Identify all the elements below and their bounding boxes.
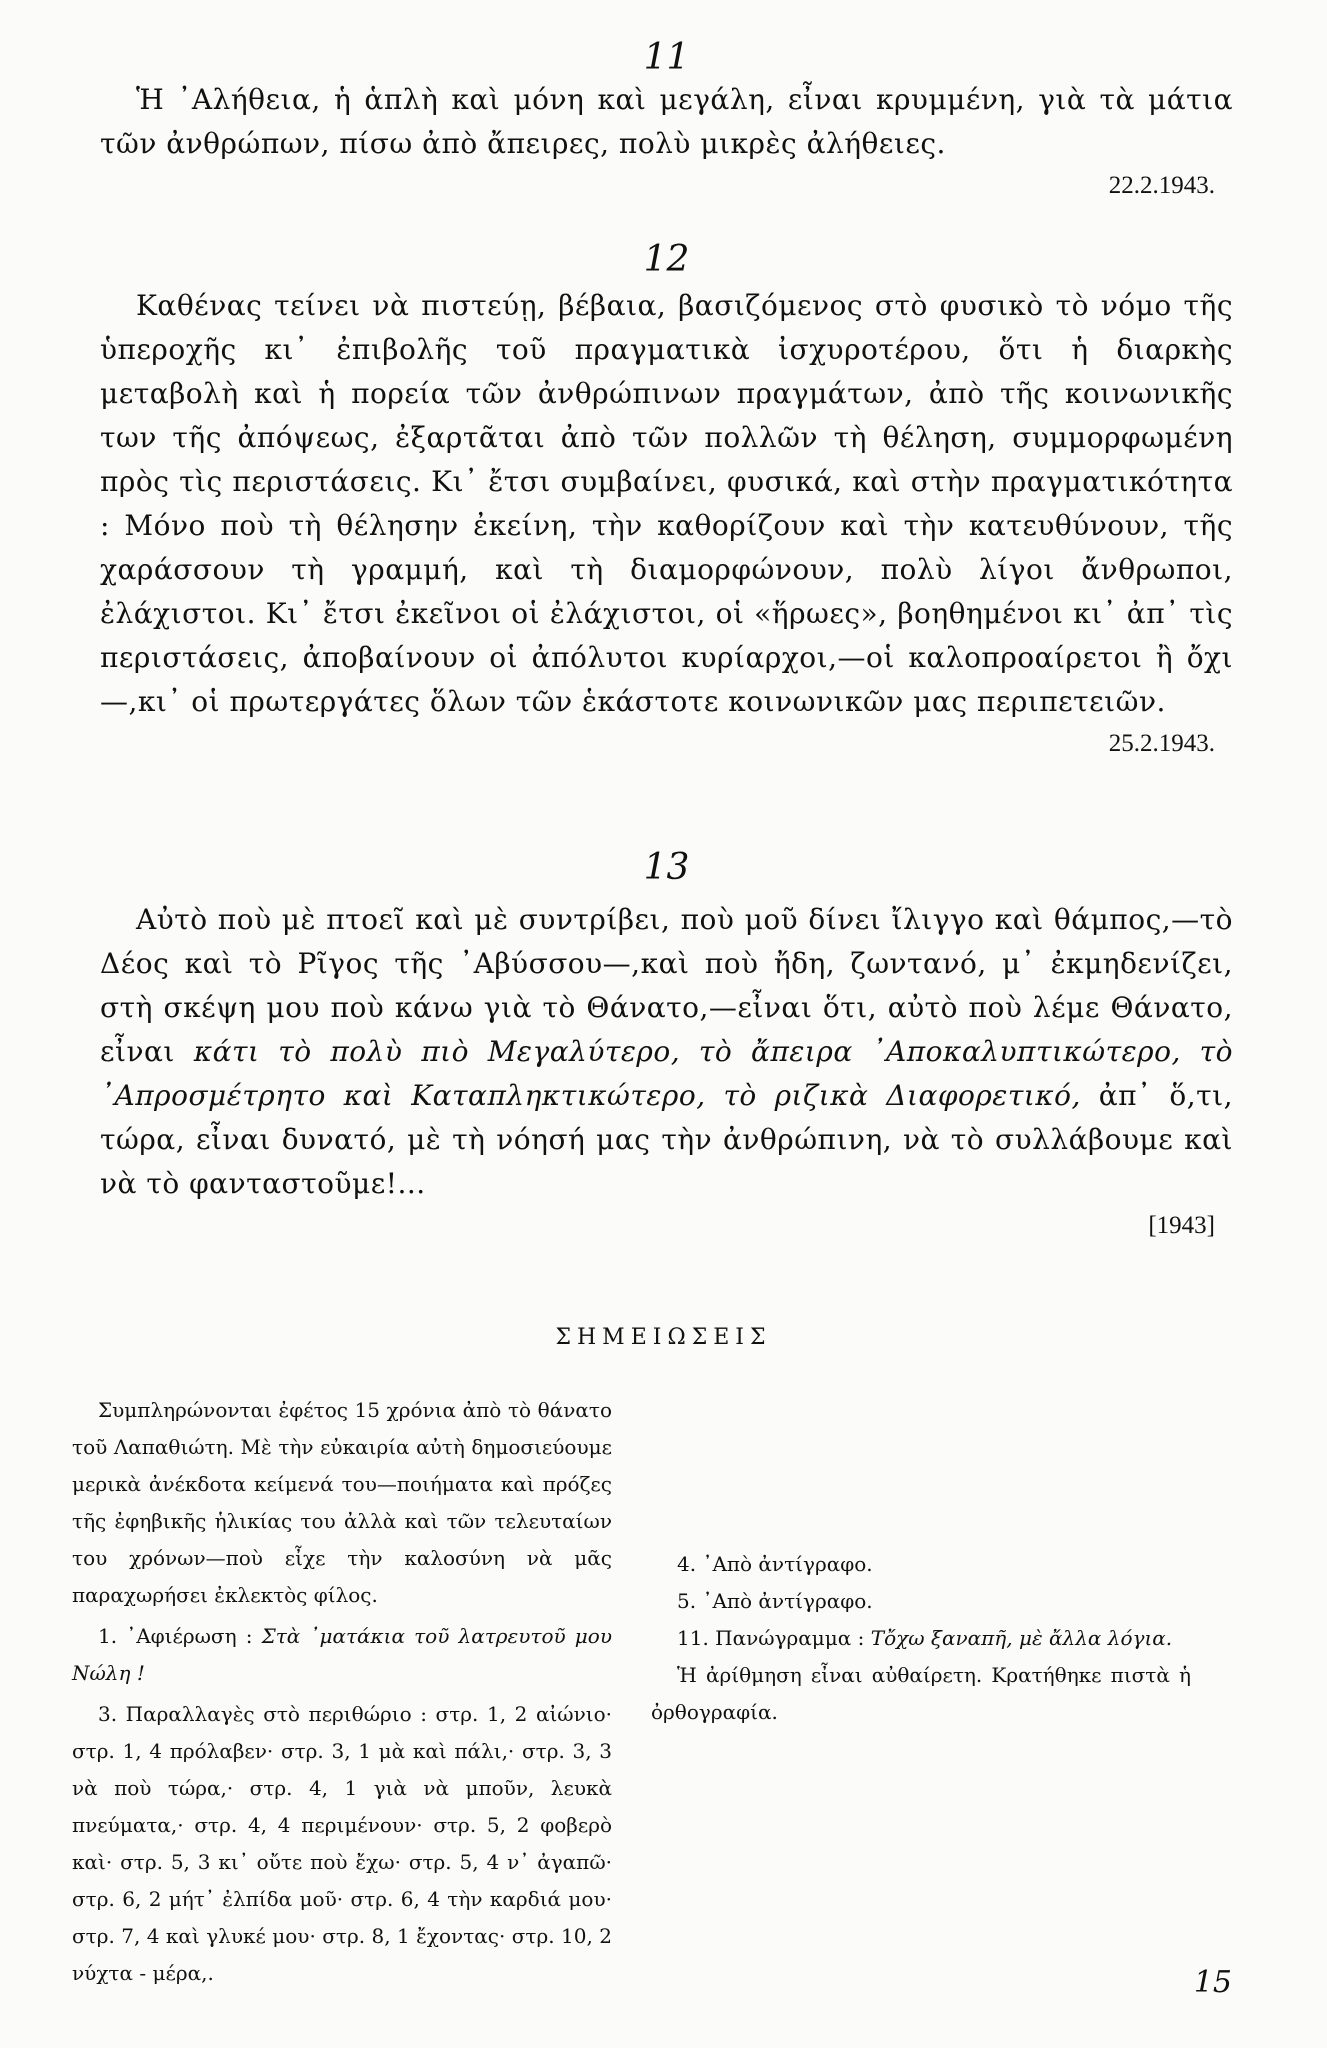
section-text: Ἡ ᾿Αλήθεια, ἡ ἁπλὴ καὶ μόνη καὶ μεγάλη, εἶναι κρυμμένη, γιὰ τὰ μάτια τῶν ἀνθρώπων, πίσω ἀπὸ ἄπειρες, πολὺ μικρὲς ἀλήθειες. [100,83,1233,160]
text-part: ἀπ᾿ ὅ,τι, τώρα, εἶναι δυνατό, μὲ τὴ νόησή μας τὴν ἀνθρώπινη, νὰ τὸ συλλάβουμε καὶ νὰ τὸ φανταστοῦμε!... [100,1079,1233,1200]
section-date: 22.2.1943. [1108,172,1215,199]
section-date: 25.2.1943. [1108,730,1215,757]
section-number: 12 [643,239,690,280]
section-text: Καθένας τείνει νὰ πιστεύῃ, βέβαια, βασιζόμενος στὸ φυσικὸ τὸ νόμο τῆς ὑπεροχῆς κι᾿ ἐπιβολῆς τοῦ πραγματικὰ ἰσχυροτέρου, ὅτι ἡ διαρκὴς μεταβολὴ καὶ ἡ πορεία τῶν ἀνθρώπινων πραγμάτων, ἀπὸ τῆς κοινωνικῆς των τῆς ἀπόψεως, ἐξαρτᾶται ἀπὸ τῶν πολλῶν τὴ θέληση, συμμορφωμένη πρὸς τὶς περιστάσεις. Κι᾿ ἔτσι συμβαίνει, φυσικά, καὶ στὴν πραγματικότητα : Μόνο ποὺ τὴ θέλησην ἐκείνη, τὴν καθορίζουν καὶ τὴν κατευθύνουν, τῆς χαράσσουν τὴ γραμμή, καὶ τὴ διαμορφώνουν, πολὺ λίγοι ἄνθρωποι, ἐλάχιστοι. Κι᾿ ἔτσι ἐκεῖνοι οἱ ἐλάχιστοι, οἱ «ἥρωες», βοηθημένοι κι᾿ ἀπ᾿ τὶς περιστάσεις, ἀποβαίνουν οἱ ἀπόλυτοι κυρίαρχοι,—οἱ καλοπροαίρετοι ἢ ὄχι—,κι᾿ οἱ πρωτεργάτες ὅλων τῶν ἑκάστοτε κοινωνικῶν μας περιπετειῶν. [100,289,1233,718]
closing-note: Ἡ ἀρίθμηση εἶναι αὐθαίρετη. Κρατήθηκε πιστὰ ἡ ὀρθογραφία. [651,1663,1191,1724]
section-date: [1943] [1148,1212,1215,1239]
note-label: 1. ᾿Αφιέρωση : [98,1624,253,1648]
notes-heading: ΣΗΜΕΙΩΣΕΙΣ [555,1325,772,1350]
notes-intro: Συμπληρώνονται ἐφέτος 15 χρόνια ἀπὸ τὸ θάνατο τοῦ Λαπαθιώτη. Μὲ τὴν εὐκαιρία αὐτὴ δημοσιεύουμε μερικὰ ἀνέκδοτα κείμενά του—ποιήματα καὶ πρόζες τῆς ἐφηβικῆς ἡλικίας του ἀλλὰ καὶ τῶν τελευταίων του χρόνων—ποὺ εἶχε τὴν καλοσύνη νὰ μᾶς παραχωρήσει ἐκλεκτὸς φίλος. [72,1398,612,1607]
section-11 [100,38,1233,206]
note-italic: Στὰ ᾿ματάκια τοῦ λατρευτοῦ μου Νώλη ! [72,1624,613,1685]
note-4: 4. ᾿Απὸ ἀντίγραφο. [677,1552,873,1576]
note-3: 3. Παραλλαγὲς στὸ περιθώριο : στρ. 1, 2 αἰώνιο· στρ. 1, 4 πρόλαβεν· στρ. 3, 1 μὰ καὶ πάλι,· στρ. 3, 3 νὰ ποὺ τώρα,· στρ. 4, 1 γιὰ νὰ μποῦν, λευκὰ πνεύματα,· στρ. 4, 4 περιμένουν· στρ. 5, 2 φοβερὸ καὶ· στρ. 5, 3 κι᾿ οὔτε ποὺ ἔχω· στρ. 5, 4 ν᾿ ἀγαπῶ· στρ. 6, 2 μήτ᾿ ἐλπίδα μοῦ· στρ. 6, 4 τὴν καρδιά μου· στρ. 7, 4 καὶ γλυκέ μου· στρ. 8, 1 ἔχοντας· στρ. 10, 2 νύχτα - μέρα,. [72,1702,612,1985]
text-part: Αὐτὸ ποὺ μὲ πτοεῖ καὶ μὲ συντρίβει, ποὺ μοῦ δίνει ἴλιγγο καὶ θάμπος,—τὸ Δέος καὶ τὸ Ρῖγος τῆς ᾿Αβύσσου—,καὶ ποὺ ἤδη, ζωντανό, μ᾿ ἐκμηδενίζει, στὴ σκέψη μου ποὺ κάνω γιὰ τὸ Θάνατο,—εἶναι ὅτι, αὐτὸ ποὺ λέμε Θάνατο, εἶναι [100,903,1233,1068]
note-label: 11. Πανώγραμμα : [677,1626,865,1650]
notes-column-right [651,1546,1191,1731]
note-1 [72,1618,612,1692]
section-text [100,898,1233,1206]
section-number: 11 [643,37,690,78]
section-12 [100,240,1233,764]
notes-column-left [72,1392,612,1992]
page-number: 15 [1193,1965,1232,2000]
note-italic: Τὄχω ξαναπῆ, μὲ ἄλλα λόγια. [870,1626,1173,1650]
section-number: 13 [643,847,690,888]
note-5: 5. ᾿Απὸ ἀντίγραφο. [677,1589,873,1613]
note-11 [651,1620,1191,1657]
italic-text: κάτι τὸ πολὺ πιὸ Μεγαλύτερο, τὸ ἄπειρα ᾿Αποκαλυπτικώτερο, τὸ ᾿Απροσμέτρητο καὶ Καταπληκτικώτερο, τὸ ριζικὰ Διαφορετικό, [100,1035,1234,1112]
section-13 [100,848,1233,1246]
